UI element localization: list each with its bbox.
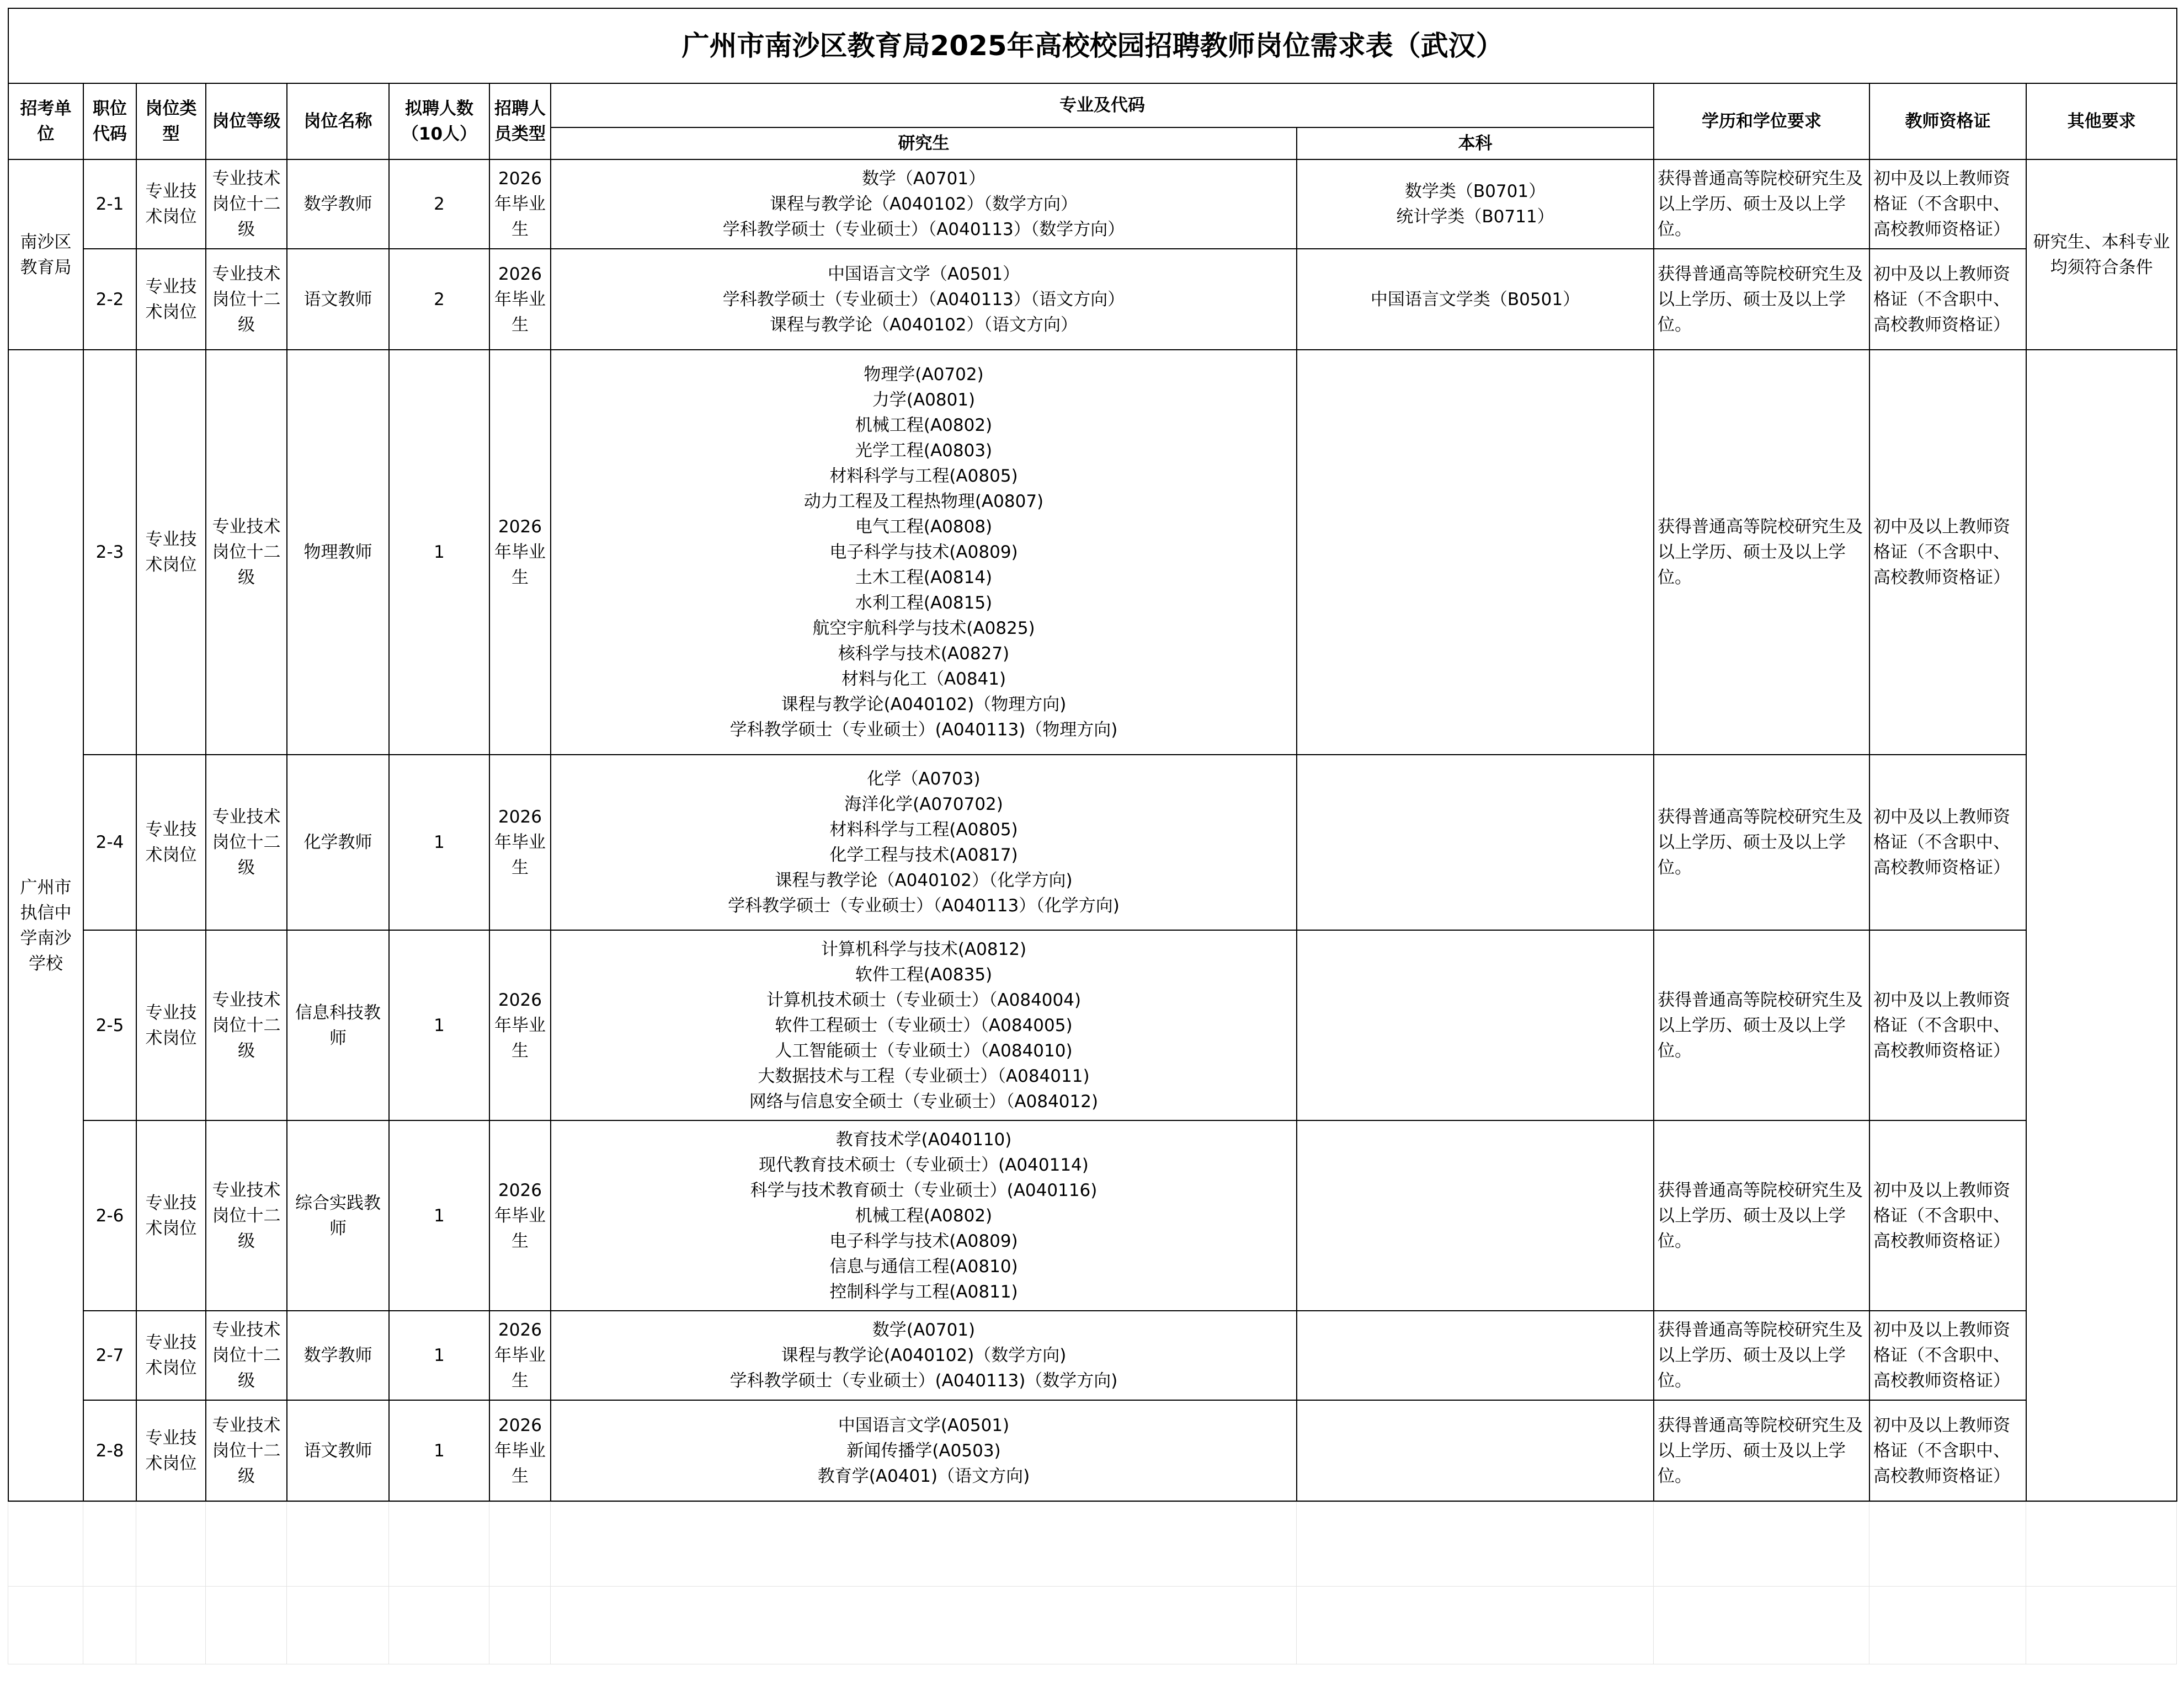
grad-major-line: 机械工程(A0802) xyxy=(855,1205,993,1226)
cert-cell: 初中及以上教师资格证（不含职中、高校教师资格证） xyxy=(1869,930,2026,1120)
count-cell: 1 xyxy=(389,1120,489,1311)
grad-major-cell xyxy=(551,350,1297,755)
grad-major-line: 学科教学硕士（专业硕士）（A040113）（语文方向） xyxy=(722,289,1125,309)
code-cell: 2-1 xyxy=(83,159,136,249)
other-requirements-cell: 研究生、本科专业均须符合条件 xyxy=(2026,159,2177,350)
grad-major-line: 新闻传播学(A0503) xyxy=(846,1440,1001,1461)
grad-major-line: 材料科学与工程(A0805) xyxy=(829,466,1018,486)
header-unit: 招考单位 xyxy=(8,83,83,159)
header-other: 其他要求 xyxy=(2026,83,2177,159)
grad-major-line: 电子科学与技术(A0809) xyxy=(829,542,1018,562)
undergrad-major-cell xyxy=(1297,755,1654,930)
type-cell: 专业技术岗位 xyxy=(136,755,206,930)
table-row xyxy=(8,350,2177,755)
grad-major-line: 材料科学与工程(A0805) xyxy=(829,820,1018,840)
grad-major-line: 化学工程与技术(A0817) xyxy=(829,845,1018,865)
grad-major-line: 大数据技术与工程（专业硕士）（A084011) xyxy=(758,1066,1090,1086)
count-cell: 2 xyxy=(389,159,489,249)
cert-cell: 初中及以上教师资格证（不含职中、高校教师资格证） xyxy=(1869,350,2026,755)
grad-major-line: 现代教育技术硕士（专业硕士）(A040114) xyxy=(759,1155,1089,1175)
grade-cell: 专业技术岗位十二级 xyxy=(206,249,287,350)
grade-cell: 专业技术岗位十二级 xyxy=(206,159,287,249)
cert-cell: 初中及以上教师资格证（不含职中、高校教师资格证） xyxy=(1869,1400,2026,1501)
grad-major-line: 教育技术学(A040110) xyxy=(835,1129,1012,1150)
code-cell: 2-3 xyxy=(83,350,136,755)
degree-cell: 获得普通高等院校研究生及以上学历、硕士及以上学位。 xyxy=(1654,1311,1869,1400)
grad-major-line: 航空宇航科学与技术(A0825) xyxy=(812,618,1035,638)
name-cell: 数学教师 xyxy=(287,1311,389,1400)
name-cell: 数学教师 xyxy=(287,159,389,249)
code-cell: 2-6 xyxy=(83,1120,136,1311)
type-cell: 专业技术岗位 xyxy=(136,930,206,1120)
grad-major-line: 水利工程(A0815) xyxy=(855,593,993,613)
grad-major-line: 海洋化学(A070702) xyxy=(844,794,1003,814)
count-cell: 1 xyxy=(389,1311,489,1400)
undergrad-major-cell xyxy=(1297,350,1654,755)
undergrad-major-cell xyxy=(1297,1120,1654,1311)
grad-major-line: 课程与教学论(A040102)（物理方向) xyxy=(781,695,1067,714)
name-cell: 综合实践教师 xyxy=(287,1120,389,1311)
header-grad: 研究生 xyxy=(551,127,1297,159)
table-row xyxy=(8,1311,2177,1400)
type-cell: 专业技术岗位 xyxy=(136,1120,206,1311)
count-cell: 1 xyxy=(389,1400,489,1501)
undergrad-major-line: 统计学类（B0711） xyxy=(1396,207,1554,227)
grad-major-cell xyxy=(551,249,1297,350)
grad-major-line: 教育学(A0401)（语文方向) xyxy=(817,1466,1030,1486)
cert-cell: 初中及以上教师资格证（不含职中、高校教师资格证） xyxy=(1869,1311,2026,1400)
degree-cell: 获得普通高等院校研究生及以上学历、硕士及以上学位。 xyxy=(1654,755,1869,930)
degree-cell: 获得普通高等院校研究生及以上学历、硕士及以上学位。 xyxy=(1654,930,1869,1120)
grad-major-line: 信息与通信工程(A0810) xyxy=(829,1256,1018,1277)
grad-major-line: 数学（A0701） xyxy=(861,169,986,189)
empty-grid xyxy=(8,1502,2177,1664)
degree-cell: 获得普通高等院校研究生及以上学历、硕士及以上学位。 xyxy=(1654,1400,1869,1501)
code-cell: 2-7 xyxy=(83,1311,136,1400)
grad-major-line: 中国语言文学(A0501) xyxy=(838,1415,1010,1435)
grad-major-line: 学科教学硕士（专业硕士）（A040113）（化学方向) xyxy=(728,896,1120,916)
grade-cell: 专业技术岗位十二级 xyxy=(206,1400,287,1501)
page-title: 广州市南沙区教育局2025年高校校园招聘教师岗位需求表（武汉） xyxy=(8,8,2177,83)
code-cell: 2-2 xyxy=(83,249,136,350)
grad-major-line: 课程与教学论（A040102）（化学方向) xyxy=(775,871,1073,890)
code-cell: 2-4 xyxy=(83,755,136,930)
grad-major-cell xyxy=(551,930,1297,1120)
grad-major-line: 力学(A0801) xyxy=(872,390,976,410)
code-cell: 2-8 xyxy=(83,1400,136,1501)
grade-cell: 专业技术岗位十二级 xyxy=(206,930,287,1120)
count-cell: 1 xyxy=(389,350,489,755)
type-cell: 专业技术岗位 xyxy=(136,249,206,350)
staff-type-cell: 2026年毕业生 xyxy=(489,249,551,350)
empty-row xyxy=(8,1502,2177,1587)
grad-major-cell xyxy=(551,1400,1297,1501)
staff-type-cell: 2026年毕业生 xyxy=(489,1400,551,1501)
grad-major-line: 光学工程(A0803) xyxy=(855,441,993,461)
grad-major-line: 学科教学硕士（专业硕士）(A040113)（物理方向) xyxy=(729,720,1118,740)
undergrad-major-cell xyxy=(1297,249,1654,350)
count-cell: 2 xyxy=(389,249,489,350)
grad-major-line: 材料与化工（A0841) xyxy=(841,669,1006,689)
grad-major-cell xyxy=(551,755,1297,930)
grade-cell: 专业技术岗位十二级 xyxy=(206,1311,287,1400)
name-cell: 信息科技教师 xyxy=(287,930,389,1120)
header-count: 拟聘人数（10人） xyxy=(389,83,489,159)
grad-major-cell xyxy=(551,159,1297,249)
staff-type-cell: 2026年毕业生 xyxy=(489,350,551,755)
type-cell: 专业技术岗位 xyxy=(136,1311,206,1400)
degree-cell: 获得普通高等院校研究生及以上学历、硕士及以上学位。 xyxy=(1654,350,1869,755)
grad-major-line: 数学(A0701) xyxy=(872,1320,976,1340)
undergrad-major-line: 中国语言文学类（B0501） xyxy=(1370,289,1580,309)
grad-major-line: 动力工程及工程热物理(A0807) xyxy=(803,492,1044,511)
name-cell: 语文教师 xyxy=(287,249,389,350)
empty-row xyxy=(8,1587,2177,1664)
staff-type-cell: 2026年毕业生 xyxy=(489,755,551,930)
grade-cell: 专业技术岗位十二级 xyxy=(206,1120,287,1311)
grad-major-line: 网络与信息安全硕士（专业硕士）（A084012) xyxy=(749,1091,1099,1112)
header-undergrad: 本科 xyxy=(1297,127,1654,159)
unit-cell: 广州市执信中学南沙学校 xyxy=(8,350,83,1501)
grad-major-line: 物理学(A0702) xyxy=(864,365,984,385)
grade-cell: 专业技术岗位十二级 xyxy=(206,350,287,755)
code-cell: 2-5 xyxy=(83,930,136,1120)
type-cell: 专业技术岗位 xyxy=(136,1400,206,1501)
undergrad-major-cell xyxy=(1297,1311,1654,1400)
staff-type-cell: 2026年毕业生 xyxy=(489,1311,551,1400)
other-requirements-cell xyxy=(2026,350,2177,1501)
table-row xyxy=(8,755,2177,930)
grade-cell: 专业技术岗位十二级 xyxy=(206,755,287,930)
grad-major-line: 课程与教学论（A040102）（数学方向） xyxy=(769,194,1078,214)
grad-major-line: 课程与教学论（A040102）（语文方向） xyxy=(769,314,1078,335)
grad-major-line: 科学与技术教育硕士（专业硕士）(A040116) xyxy=(750,1180,1098,1200)
table-row xyxy=(8,1400,2177,1501)
grad-major-line: 化学（A0703) xyxy=(867,769,981,789)
grad-major-line: 人工智能硕士（专业硕士）（A084010) xyxy=(775,1040,1073,1061)
header-name: 岗位名称 xyxy=(287,83,389,159)
undergrad-major-line: 数学类（B0701） xyxy=(1404,181,1546,201)
name-cell: 化学教师 xyxy=(287,755,389,930)
grad-major-line: 控制科学与工程(A0811) xyxy=(829,1282,1018,1302)
undergrad-major-cell xyxy=(1297,1400,1654,1501)
table-row xyxy=(8,249,2177,350)
degree-cell: 获得普通高等院校研究生及以上学历、硕士及以上学位。 xyxy=(1654,1120,1869,1311)
undergrad-major-cell xyxy=(1297,930,1654,1120)
grad-major-line: 课程与教学论(A040102)（数学方向) xyxy=(781,1346,1067,1365)
name-cell: 物理教师 xyxy=(287,350,389,755)
header-grade: 岗位等级 xyxy=(206,83,287,159)
cert-cell: 初中及以上教师资格证（不含职中、高校教师资格证） xyxy=(1869,1120,2026,1311)
unit-cell: 南沙区教育局 xyxy=(8,159,83,350)
grad-major-line: 计算机技术硕士（专业硕士）（A084004) xyxy=(766,990,1082,1010)
cert-cell: 初中及以上教师资格证（不含职中、高校教师资格证） xyxy=(1869,249,2026,350)
count-cell: 1 xyxy=(389,930,489,1120)
degree-cell: 获得普通高等院校研究生及以上学历、硕士及以上学位。 xyxy=(1654,249,1869,350)
cert-cell: 初中及以上教师资格证（不含职中、高校教师资格证） xyxy=(1869,755,2026,930)
name-cell: 语文教师 xyxy=(287,1400,389,1501)
type-cell: 专业技术岗位 xyxy=(136,159,206,249)
degree-cell: 获得普通高等院校研究生及以上学历、硕士及以上学位。 xyxy=(1654,159,1869,249)
grad-major-cell xyxy=(551,1120,1297,1311)
recruitment-sheet xyxy=(8,8,2176,1664)
grad-major-line: 软件工程硕士（专业硕士）（A084005) xyxy=(775,1015,1073,1035)
header-staff-type: 招聘人员类型 xyxy=(489,83,551,159)
grad-major-line: 计算机科学与技术(A0812) xyxy=(821,939,1027,959)
recruitment-table xyxy=(8,8,2177,1502)
staff-type-cell: 2026年毕业生 xyxy=(489,159,551,249)
grad-major-line: 中国语言文学（A0501） xyxy=(827,264,1020,284)
grad-major-line: 机械工程(A0802) xyxy=(855,415,993,435)
grad-major-line: 核科学与技术(A0827) xyxy=(838,644,1010,664)
table-row xyxy=(8,1120,2177,1311)
count-cell: 1 xyxy=(389,755,489,930)
grad-major-cell xyxy=(551,1311,1297,1400)
header-cert: 教师资格证 xyxy=(1869,83,2026,159)
staff-type-cell: 2026年毕业生 xyxy=(489,930,551,1120)
header-type: 岗位类型 xyxy=(136,83,206,159)
grad-major-line: 土木工程(A0814) xyxy=(855,568,993,588)
table-row xyxy=(8,930,2177,1120)
header-degree: 学历和学位要求 xyxy=(1654,83,1869,159)
table-row xyxy=(8,159,2177,249)
grad-major-line: 电气工程(A0808) xyxy=(855,517,993,537)
header-major-group: 专业及代码 xyxy=(551,83,1654,127)
grad-major-line: 电子科学与技术(A0809) xyxy=(829,1231,1018,1251)
staff-type-cell: 2026年毕业生 xyxy=(489,1120,551,1311)
grad-major-line: 学科教学硕士（专业硕士）（A040113）（数学方向） xyxy=(722,220,1125,239)
cert-cell: 初中及以上教师资格证（不含职中、高校教师资格证） xyxy=(1869,159,2026,249)
header-code: 职位代码 xyxy=(83,83,136,159)
grad-major-line: 软件工程(A0835) xyxy=(855,964,993,985)
undergrad-major-cell xyxy=(1297,159,1654,249)
type-cell: 专业技术岗位 xyxy=(136,350,206,755)
grad-major-line: 学科教学硕士（专业硕士）(A040113)（数学方向) xyxy=(729,1371,1118,1391)
